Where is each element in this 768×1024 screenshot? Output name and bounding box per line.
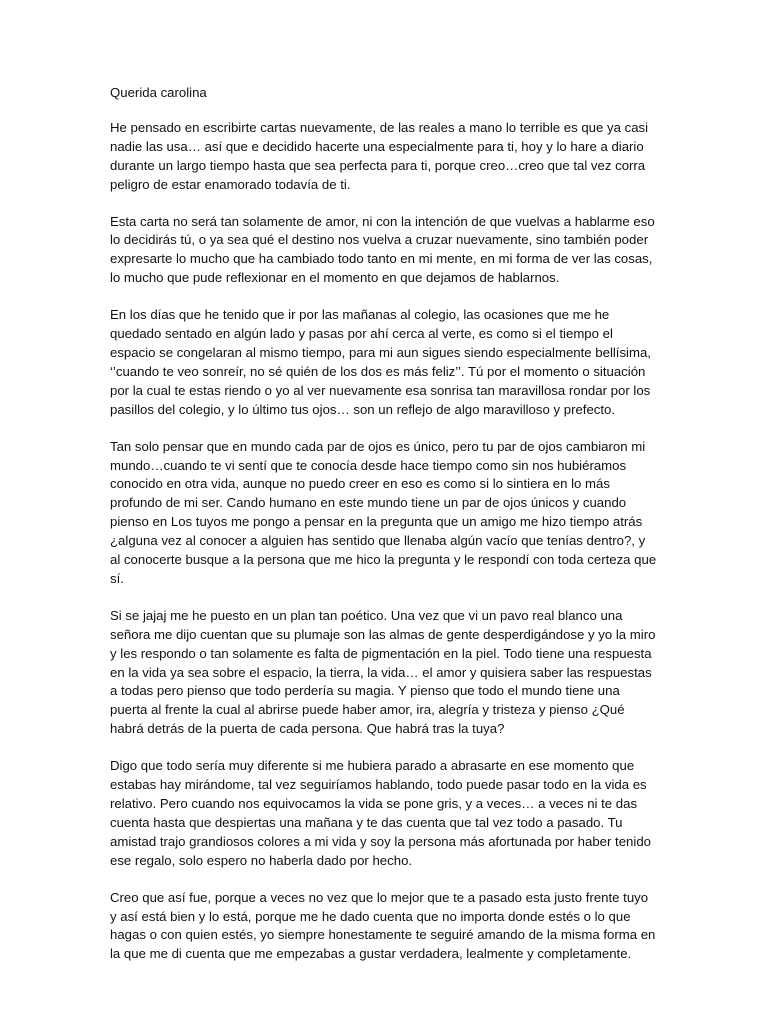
letter-paragraph-1: He pensado en escribirte cartas nuevamente, de las reales a mano lo terrible es que ya casi nadie las usa… así que e decidido hacerte una especialmente para ti, hoy y lo hare a diario durante un largo tiempo hasta que sea perfecta para ti, porque creo…creo que tal vez corra peligro de estar enamorado todavía de ti. (110, 119, 649, 192)
letter-paragraph-6: Digo que todo sería muy diferente si me hubiera parado a abrasarte en ese momento que estabas hay mirándome, tal vez seguiríamos hablando, todo puede pasar todo en la vida es relativo. Pero cuando nos equivocamos la vida se pone gris, y a veces… a veces ni te das cuenta hasta que despiertas una mañana y te das cuenta que tal vez todo a pasado. Tu amistad trajo grandiosos colores a mi vida y soy la persona más afortunada por haber tenido ese regalo, solo espero no haberla dado por hecho. (110, 758, 651, 868)
letter-body (110, 84, 658, 982)
letter-paragraph-3: En los días que he tenido que ir por las mañanas al colegio, las ocasiones que me he quedado sentado en algún lado y pasas por ahí cerca al verte, es como si el tiempo el espacio se congelaran al mismo tiempo, para mi aun sigues siendo especialmente bellísima, ‘’cuando te veo sonreír, no sé quién de los dos es más feliz’’. Tú por el momento o situación por la cual te estas riendo o yo al ver nuevamente esa sonrisa tan maravillosa rondar por los pasillos del colegio, y lo último tus ojos… son un reflejo de algo maravilloso y prefecto. (110, 307, 651, 417)
letter-paragraph-2: Esta carta no será tan solamente de amor, ni con la intención de que vuelvas a hablarme eso lo decidirás tú, o ya sea qué el destino nos vuelva a cruzar nuevamente, sino también poder expresarte lo mucho que ha cambiado todo tanto en mi mente, en mi forma de ver las cosas, lo mucho que pude reflexionar en el momento en que dejamos de hablarnos. (110, 213, 655, 286)
letter-paragraph-7: Creo que así fue, porque a veces no vez que lo mejor que te a pasado esta justo frente tuyo y así está bien y lo está, porque me he dado cuenta que no importa donde estés o lo que hagas o con quien estés, yo siempre honestamente te seguiré amando de la misma forma en la que me di cuenta que me empezabas a gustar verdadera, lealmente y completamente. (110, 889, 656, 962)
letter-greeting: Querida carolina (110, 85, 207, 100)
letter-paragraph-5: Si se jajaj me he puesto en un plan tan poético. Una vez que vi un pavo real blanco una señora me dijo cuentan que su plumaje son las almas de gente desperdigándose y yo la miro y les respondo o tan solamente es falta de pigmentación en la piel. Todo tiene una respuesta en la vida ya sea sobre el espacio, la tierra, la vida… el amor y quisiera saber las respuestas a todas pero pienso que todo perdería su magia. Y pienso que todo el mundo tiene una puerta al frente la cual al abrirse puede haber amor, ira, alegría y tristeza y pienso ¿Qué habrá detrás de la puerta de cada persona. Que habrá tras la tuya? (110, 607, 656, 737)
letter-paragraph-4: Tan solo pensar que en mundo cada par de ojos es único, pero tu par de ojos cambiaron mi mundo…cuando te vi sentí que te conocía desde hace tiempo como sin nos hubiéramos conocido en otra vida, aunque no puedo creer en eso es como si lo sintiera en lo más profundo de mi ser. Cando humano en este mundo tiene un par de ojos únicos y cuando pienso en Los tuyos me pongo a pensar en la pregunta que un amigo me hizo tiempo atrás ¿alguna vez al conocer a alguien has sentido que llenaba algún vacío que tenías dentro?, y al conocerte busque a la persona que me hico la pregunta y le respondí con toda certeza que sí. (110, 438, 657, 586)
